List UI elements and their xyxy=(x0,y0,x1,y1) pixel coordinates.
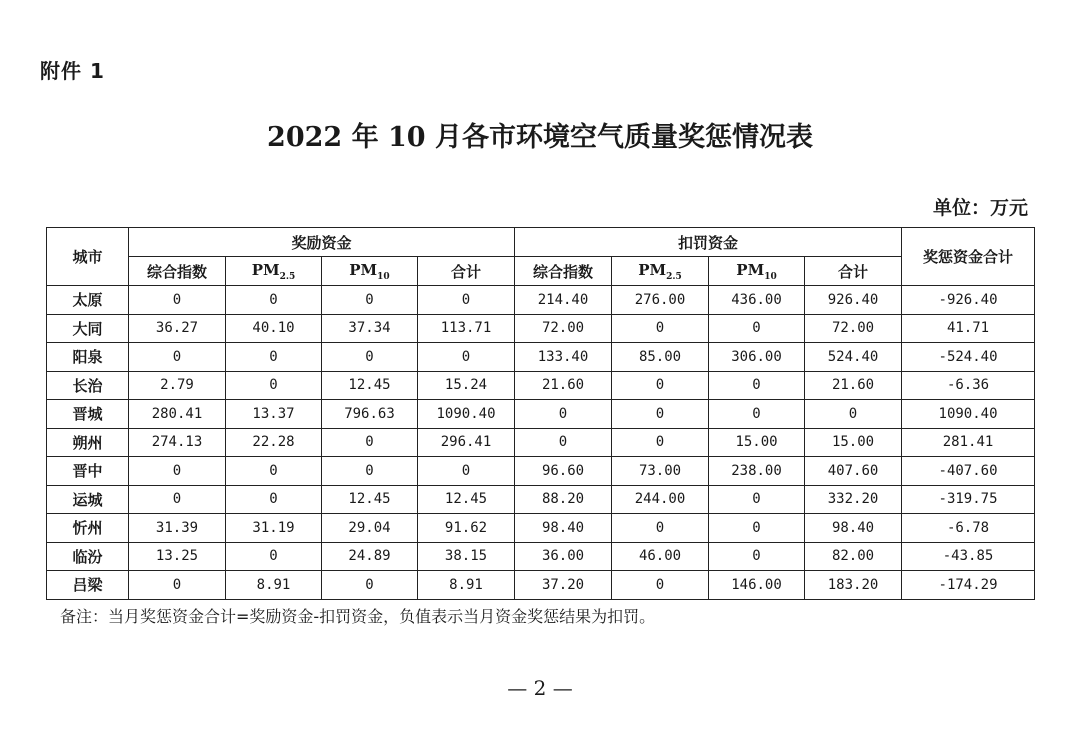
reward-pm25-cell: 0 xyxy=(226,286,322,315)
table-row xyxy=(47,485,1035,514)
reward-subtotal-cell: 0 xyxy=(418,457,515,486)
table-row xyxy=(47,457,1035,486)
penalty-composite-cell: 96.60 xyxy=(515,457,612,486)
penalty-composite-cell: 36.00 xyxy=(515,542,612,571)
penalty-pm10-header: $PM_{10}$ xyxy=(709,257,805,286)
penalty-pm25-cell: 0 xyxy=(612,428,709,457)
reward-pm10-cell: 0 xyxy=(322,571,418,600)
net-total-cell: 41.71 xyxy=(902,314,1035,343)
reward-pm10-cell: 24.89 xyxy=(322,542,418,571)
penalty-pm10-cell: 238.00 xyxy=(709,457,805,486)
penalty-subtotal-cell: 524.40 xyxy=(805,343,902,372)
reward-pm10-cell: 0 xyxy=(322,343,418,372)
reward-subtotal-cell: 8.91 xyxy=(418,571,515,600)
net-total-header: 奖惩资金合计 xyxy=(902,228,1035,286)
penalty-composite-cell: 72.00 xyxy=(515,314,612,343)
city-header: 城市 xyxy=(47,228,129,286)
net-total-cell: -407.60 xyxy=(902,457,1035,486)
penalty-pm25-cell: 244.00 xyxy=(612,485,709,514)
reward-pm25-cell: 8.91 xyxy=(226,571,322,600)
table-row xyxy=(47,542,1035,571)
reward-pm10-cell: 12.45 xyxy=(322,485,418,514)
reward-subtotal-cell: 38.15 xyxy=(418,542,515,571)
reward-subtotal-cell: 15.24 xyxy=(418,371,515,400)
reward-pm25-cell: 0 xyxy=(226,485,322,514)
net-total-cell: -43.85 xyxy=(902,542,1035,571)
penalty-pm25-cell: 0 xyxy=(612,314,709,343)
reward-composite-cell: 13.25 xyxy=(129,542,226,571)
reward-pm25-cell: 0 xyxy=(226,343,322,372)
penalty-pm10-cell: 0 xyxy=(709,542,805,571)
penalty-pm10-cell: 0 xyxy=(709,400,805,429)
reward-pm10-cell: 0 xyxy=(322,457,418,486)
penalty-subtotal-cell: 407.60 xyxy=(805,457,902,486)
penalty-composite-cell: 133.40 xyxy=(515,343,612,372)
reward-composite-cell: 280.41 xyxy=(129,400,226,429)
reward-subtotal-cell: 113.71 xyxy=(418,314,515,343)
reward-composite-cell: 0 xyxy=(129,571,226,600)
penalty-pm10-cell: 0 xyxy=(709,371,805,400)
net-total-cell: -174.29 xyxy=(902,571,1035,600)
net-total-cell: 281.41 xyxy=(902,428,1035,457)
net-total-cell: -6.36 xyxy=(902,371,1035,400)
penalty-pm10-cell: 146.00 xyxy=(709,571,805,600)
net-total-cell: -319.75 xyxy=(902,485,1035,514)
reward-subtotal-cell: 0 xyxy=(418,343,515,372)
penalty-subtotal-cell: 82.00 xyxy=(805,542,902,571)
reward-group-header: 奖励资金 xyxy=(129,228,515,257)
penalty-subtotal-cell: 183.20 xyxy=(805,571,902,600)
city-cell: 长治 xyxy=(47,371,129,400)
table-row xyxy=(47,371,1035,400)
penalty-pm25-cell: 0 xyxy=(612,571,709,600)
reward-subtotal-cell: 91.62 xyxy=(418,514,515,543)
reward-pm10-cell: 37.34 xyxy=(322,314,418,343)
penalty-subtotal-cell: 926.40 xyxy=(805,286,902,315)
reward-pm25-cell: 0 xyxy=(226,542,322,571)
penalty-composite-cell: 37.20 xyxy=(515,571,612,600)
net-total-cell: -6.78 xyxy=(902,514,1035,543)
reward-composite-cell: 0 xyxy=(129,343,226,372)
unit-label: 单位：万元 xyxy=(932,197,1028,219)
reward-subtotal-cell: 12.45 xyxy=(418,485,515,514)
reward-pm25-cell: 0 xyxy=(226,371,322,400)
table-row xyxy=(47,343,1035,372)
reward-penalty-table xyxy=(46,227,1035,600)
penalty-pm10-cell: 0 xyxy=(709,485,805,514)
penalty-composite-cell: 214.40 xyxy=(515,286,612,315)
page-number: — 2 — xyxy=(507,676,573,700)
table-row xyxy=(47,428,1035,457)
table-row xyxy=(47,400,1035,429)
penalty-pm25-cell: 0 xyxy=(612,371,709,400)
city-cell: 临汾 xyxy=(47,542,129,571)
attachment-label: 附件 1 xyxy=(40,59,105,83)
document-title: 2022 年 10 月各市环境空气质量奖惩情况表 xyxy=(267,122,813,153)
reward-subtotal-cell: 1090.40 xyxy=(418,400,515,429)
penalty-composite-cell: 88.20 xyxy=(515,485,612,514)
penalty-pm25-cell: 0 xyxy=(612,514,709,543)
reward-pm25-header: $PM_{2.5}$ xyxy=(226,257,322,286)
penalty-pm25-cell: 73.00 xyxy=(612,457,709,486)
penalty-pm10-cell: 15.00 xyxy=(709,428,805,457)
penalty-pm25-cell: 0 xyxy=(612,400,709,429)
penalty-composite-cell: 0 xyxy=(515,400,612,429)
reward-pm10-cell: 796.63 xyxy=(322,400,418,429)
reward-pm10-cell: 12.45 xyxy=(322,371,418,400)
reward-composite-cell: 0 xyxy=(129,485,226,514)
penalty-subtotal-cell: 332.20 xyxy=(805,485,902,514)
penalty-pm25-cell: 276.00 xyxy=(612,286,709,315)
penalty-pm10-cell: 436.00 xyxy=(709,286,805,315)
city-cell: 朔州 xyxy=(47,428,129,457)
table-row xyxy=(47,514,1035,543)
reward-pm10-cell: 0 xyxy=(322,428,418,457)
table-row xyxy=(47,571,1035,600)
city-cell: 吕梁 xyxy=(47,571,129,600)
penalty-composite-cell: 0 xyxy=(515,428,612,457)
penalty-pm10-cell: 306.00 xyxy=(709,343,805,372)
city-cell: 晋中 xyxy=(47,457,129,486)
penalty-pm25-cell: 85.00 xyxy=(612,343,709,372)
reward-composite-cell: 0 xyxy=(129,286,226,315)
city-cell: 运城 xyxy=(47,485,129,514)
penalty-composite-cell: 21.60 xyxy=(515,371,612,400)
city-cell: 晋城 xyxy=(47,400,129,429)
penalty-pm25-cell: 46.00 xyxy=(612,542,709,571)
reward-composite-cell: 36.27 xyxy=(129,314,226,343)
net-total-cell: -524.40 xyxy=(902,343,1035,372)
city-cell: 忻州 xyxy=(47,514,129,543)
reward-pm25-cell: 0 xyxy=(226,457,322,486)
penalty-subtotal-cell: 98.40 xyxy=(805,514,902,543)
net-total-cell: 1090.40 xyxy=(902,400,1035,429)
penalty-subtotal-cell: 15.00 xyxy=(805,428,902,457)
reward-pm25-cell: 22.28 xyxy=(226,428,322,457)
reward-pm10-cell: 29.04 xyxy=(322,514,418,543)
penalty-group-header: 扣罚资金 xyxy=(515,228,902,257)
reward-composite-cell: 31.39 xyxy=(129,514,226,543)
city-cell: 太原 xyxy=(47,286,129,315)
penalty-subtotal-header: 合计 xyxy=(805,257,902,286)
reward-subtotal-header: 合计 xyxy=(418,257,515,286)
reward-pm10-cell: 0 xyxy=(322,286,418,315)
penalty-pm10-cell: 0 xyxy=(709,314,805,343)
reward-pm10-header: $PM_{10}$ xyxy=(322,257,418,286)
penalty-composite-cell: 98.40 xyxy=(515,514,612,543)
penalty-subtotal-cell: 21.60 xyxy=(805,371,902,400)
reward-composite-cell: 274.13 xyxy=(129,428,226,457)
reward-composite-header: 综合指数 xyxy=(129,257,226,286)
penalty-pm10-cell: 0 xyxy=(709,514,805,543)
city-cell: 阳泉 xyxy=(47,343,129,372)
city-cell: 大同 xyxy=(47,314,129,343)
reward-composite-cell: 2.79 xyxy=(129,371,226,400)
penalty-pm25-header: $PM_{2.5}$ xyxy=(612,257,709,286)
table-row xyxy=(47,314,1035,343)
reward-pm25-cell: 31.19 xyxy=(226,514,322,543)
penalty-composite-header: 综合指数 xyxy=(515,257,612,286)
reward-composite-cell: 0 xyxy=(129,457,226,486)
table-row xyxy=(47,286,1035,315)
reward-subtotal-cell: 0 xyxy=(418,286,515,315)
footnote: 备注：当月奖惩资金合计=奖励资金-扣罚资金，负值表示当月资金奖惩结果为扣罚。 xyxy=(60,607,656,626)
net-total-cell: -926.40 xyxy=(902,286,1035,315)
reward-pm25-cell: 40.10 xyxy=(226,314,322,343)
reward-subtotal-cell: 296.41 xyxy=(418,428,515,457)
penalty-subtotal-cell: 72.00 xyxy=(805,314,902,343)
penalty-subtotal-cell: 0 xyxy=(805,400,902,429)
reward-pm25-cell: 13.37 xyxy=(226,400,322,429)
